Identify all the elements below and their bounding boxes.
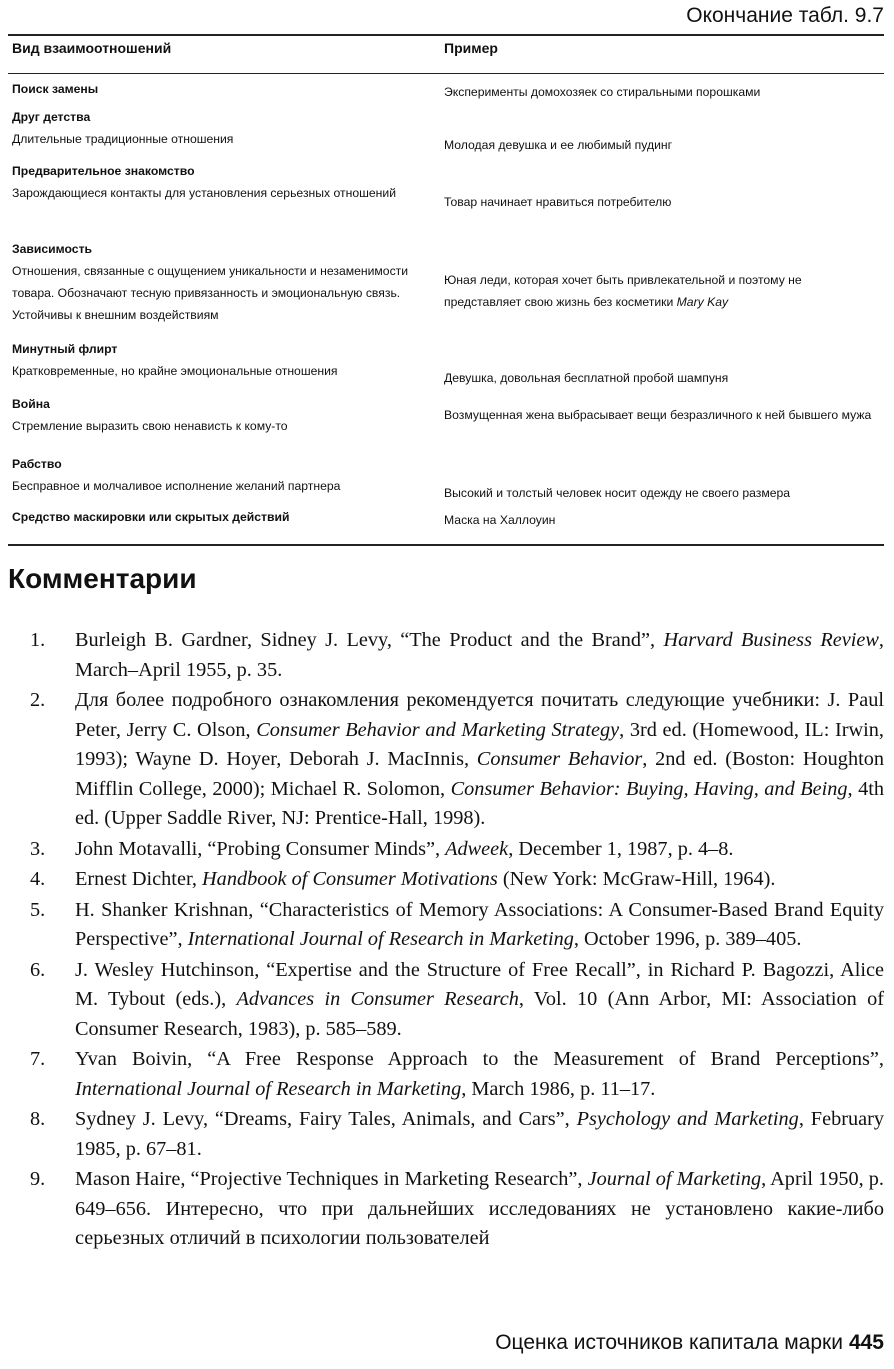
note-text: Yvan Boivin, “A Free Response Approach to the Measurement of Brand Perceptions”,	[75, 1048, 884, 1070]
relationship-type-name: Зависимость	[12, 242, 93, 256]
note-text: Burleigh B. Gardner, Sidney J. Levy, “The Product and the Brand”,	[75, 629, 664, 651]
note-number: 5.	[30, 898, 46, 921]
note-text: , April 1950, p. 649–656. Интересно, что при дальнейших исследованиях не установлено какие-либо серьезных отличий в психологии пользователей	[75, 1168, 884, 1249]
page-number: 445	[848, 1331, 884, 1354]
page-footer	[495, 1331, 884, 1355]
table-row-left	[12, 106, 437, 150]
table-row-right	[444, 134, 879, 156]
relationship-type-name: Рабство	[12, 457, 62, 471]
note-text: , 4th ed. (Upper Saddle River, NJ: Prentice-Hall, 1998).	[75, 777, 884, 829]
italic-title: Consumer Behavior and Marketing Strategy	[256, 718, 620, 741]
italic-title: Handbook of Consumer Motivations	[202, 868, 498, 890]
relationship-type-name: Поиск замены	[12, 82, 99, 96]
italic-title: Consumer Behavior: Buying, Having, and Being	[450, 777, 848, 800]
text-run: Девушка, довольная бесплатной пробой шампуня	[444, 371, 729, 385]
table-header-example: Пример	[444, 40, 498, 56]
relationship-type-name: Средство маскировки или скрытых действий	[12, 510, 290, 524]
note-text: , February 1985, p. 67–81.	[75, 1108, 885, 1160]
text-run: Молодая девушка и ее любимый пудинг	[444, 138, 673, 152]
table-row-left	[12, 506, 437, 528]
text-run: Высокий и толстый человек носит одежду не своего размера	[444, 486, 791, 500]
text-run: Стремление выразить свою ненависть к кому-то	[12, 419, 288, 433]
table-row-left	[12, 338, 437, 382]
note-item	[30, 686, 884, 834]
note-text: Sydney J. Levy, “Dreams, Fairy Tales, Animals, and Cars”,	[75, 1108, 577, 1130]
table-row-right	[444, 482, 879, 504]
note-text: , 2nd ed. (Boston: Houghton Mifflin College, 2000); Michael R. Solomon,	[75, 748, 884, 800]
table-row-right	[444, 191, 879, 213]
relationship-type-name: Друг детства	[12, 110, 91, 124]
italic-title: Journal of Marketing	[587, 1168, 762, 1190]
text-run: Бесправное и молчаливое исполнение желаний партнера	[12, 479, 341, 493]
note-text: John Motavalli, “Probing Consumer Minds”,	[75, 837, 446, 860]
table-row-left	[12, 78, 437, 100]
note-number: 2.	[30, 689, 46, 711]
note-item	[30, 956, 884, 1045]
italic-title: Psychology and Marketing	[576, 1108, 799, 1130]
table-row-left	[12, 453, 437, 497]
note-item	[30, 1165, 884, 1254]
note-item	[30, 896, 884, 955]
text-run: Отношения, связанные с ощущением уникальности и незаменимости товара. Обозначают тесную привязанность и эмоциональную связь. Устойчивы к внешним воздействиям	[12, 264, 409, 322]
running-title: Оценка источников капитала марки	[495, 1331, 843, 1354]
note-text: Ernest Dichter,	[75, 868, 203, 890]
text-run: Кратковременные, но крайне эмоциональные отношения	[12, 364, 338, 378]
notes-list	[30, 626, 884, 1255]
relationship-type-name: Минутный флирт	[12, 342, 118, 356]
italic-title: Mary Kay	[676, 295, 729, 309]
note-number: 9.	[30, 1168, 46, 1190]
note-text: , December 1, 1987, p. 4–8.	[508, 837, 734, 860]
table-row-right	[444, 367, 879, 389]
italic-title: Consumer Behavior	[476, 748, 643, 770]
comments-heading: Комментарии	[8, 563, 197, 594]
note-number: 3.	[30, 837, 46, 860]
note-item	[30, 865, 884, 895]
text-run: Маска на Халлоуин	[444, 513, 556, 527]
table-row-left	[12, 238, 437, 326]
note-item	[30, 1045, 884, 1104]
italic-title: International Journal of Research in Marketing	[187, 928, 574, 950]
table-row-right	[444, 509, 879, 531]
table-header-divider	[8, 73, 884, 74]
note-text: Для более подробного ознакомления рекомендуется почитать следующие учебники: J. Paul Peter, Jerry C. Olson,	[75, 689, 884, 741]
note-number: 6.	[30, 958, 46, 981]
relationship-type-name: Война	[12, 397, 50, 411]
note-text: J. Wesley Hutchinson, “Expertise and the Structure of Free Recall”, in Richard P. Bagozzi, Alice M. Tybout (eds.),	[75, 958, 884, 1010]
table-row-right	[444, 269, 879, 313]
note-text: , March–April 1955, p. 35.	[75, 629, 884, 681]
note-text: Mason Haire, “Projective Techniques in Marketing Research”,	[75, 1168, 588, 1190]
text-run: Юная леди, которая хочет быть привлекательной и поэтому не представляет свою жизнь без косметики	[444, 273, 802, 309]
note-text: , 3rd ed. (Homewood, IL: Irwin, 1993); Wayne D. Hoyer, Deborah J. MacInnis,	[75, 718, 884, 770]
note-number: 1.	[30, 629, 46, 651]
table-caption: Окончание табл. 9.7	[686, 4, 884, 27]
text-run: Товар начинает нравиться потребителю	[444, 195, 672, 209]
note-item	[30, 626, 884, 685]
table-header-relationship-type: Вид взаимоотношений	[12, 40, 172, 56]
note-number: 4.	[30, 868, 46, 890]
note-item	[30, 1105, 884, 1164]
table-row-left	[12, 160, 437, 204]
relationship-type-name: Предварительное знакомство	[12, 164, 195, 178]
note-text: (New York: McGraw-Hill, 1964).	[497, 868, 776, 890]
table-row-right	[444, 404, 879, 426]
italic-title: Harvard Business Review	[663, 629, 879, 651]
text-run: Зарождающиеся контакты для установления серьезных отношений	[12, 186, 397, 200]
italic-title: Advances in Consumer Research	[236, 988, 519, 1010]
note-text: H. Shanker Krishnan, “Characteristics of Memory Associations: A Consumer-Based Brand Equity Perspective”,	[75, 898, 884, 950]
italic-title: International Journal of Research in Marketing	[75, 1077, 462, 1100]
note-text: , Vol. 10 (Ann Arbor, MI: Association of Consumer Research, 1983), p. 585–589.	[75, 988, 884, 1040]
note-item	[30, 835, 884, 865]
table-row-right	[444, 81, 879, 103]
relationship-table	[8, 34, 884, 546]
text-run: Длительные традиционные отношения	[12, 132, 234, 146]
note-number: 7.	[30, 1048, 46, 1070]
note-number: 8.	[30, 1108, 46, 1130]
note-text: , March 1986, p. 11–17.	[461, 1077, 656, 1100]
text-run: Возмущенная жена выбрасывает вещи безразличного к ней бывшего мужа	[444, 408, 872, 422]
text-run: Эксперименты домохозяек со стиральными порошками	[444, 85, 761, 99]
table-row-left	[12, 393, 437, 437]
note-text: , October 1996, p. 389–405.	[573, 928, 802, 950]
italic-title: Adweek	[445, 837, 509, 860]
